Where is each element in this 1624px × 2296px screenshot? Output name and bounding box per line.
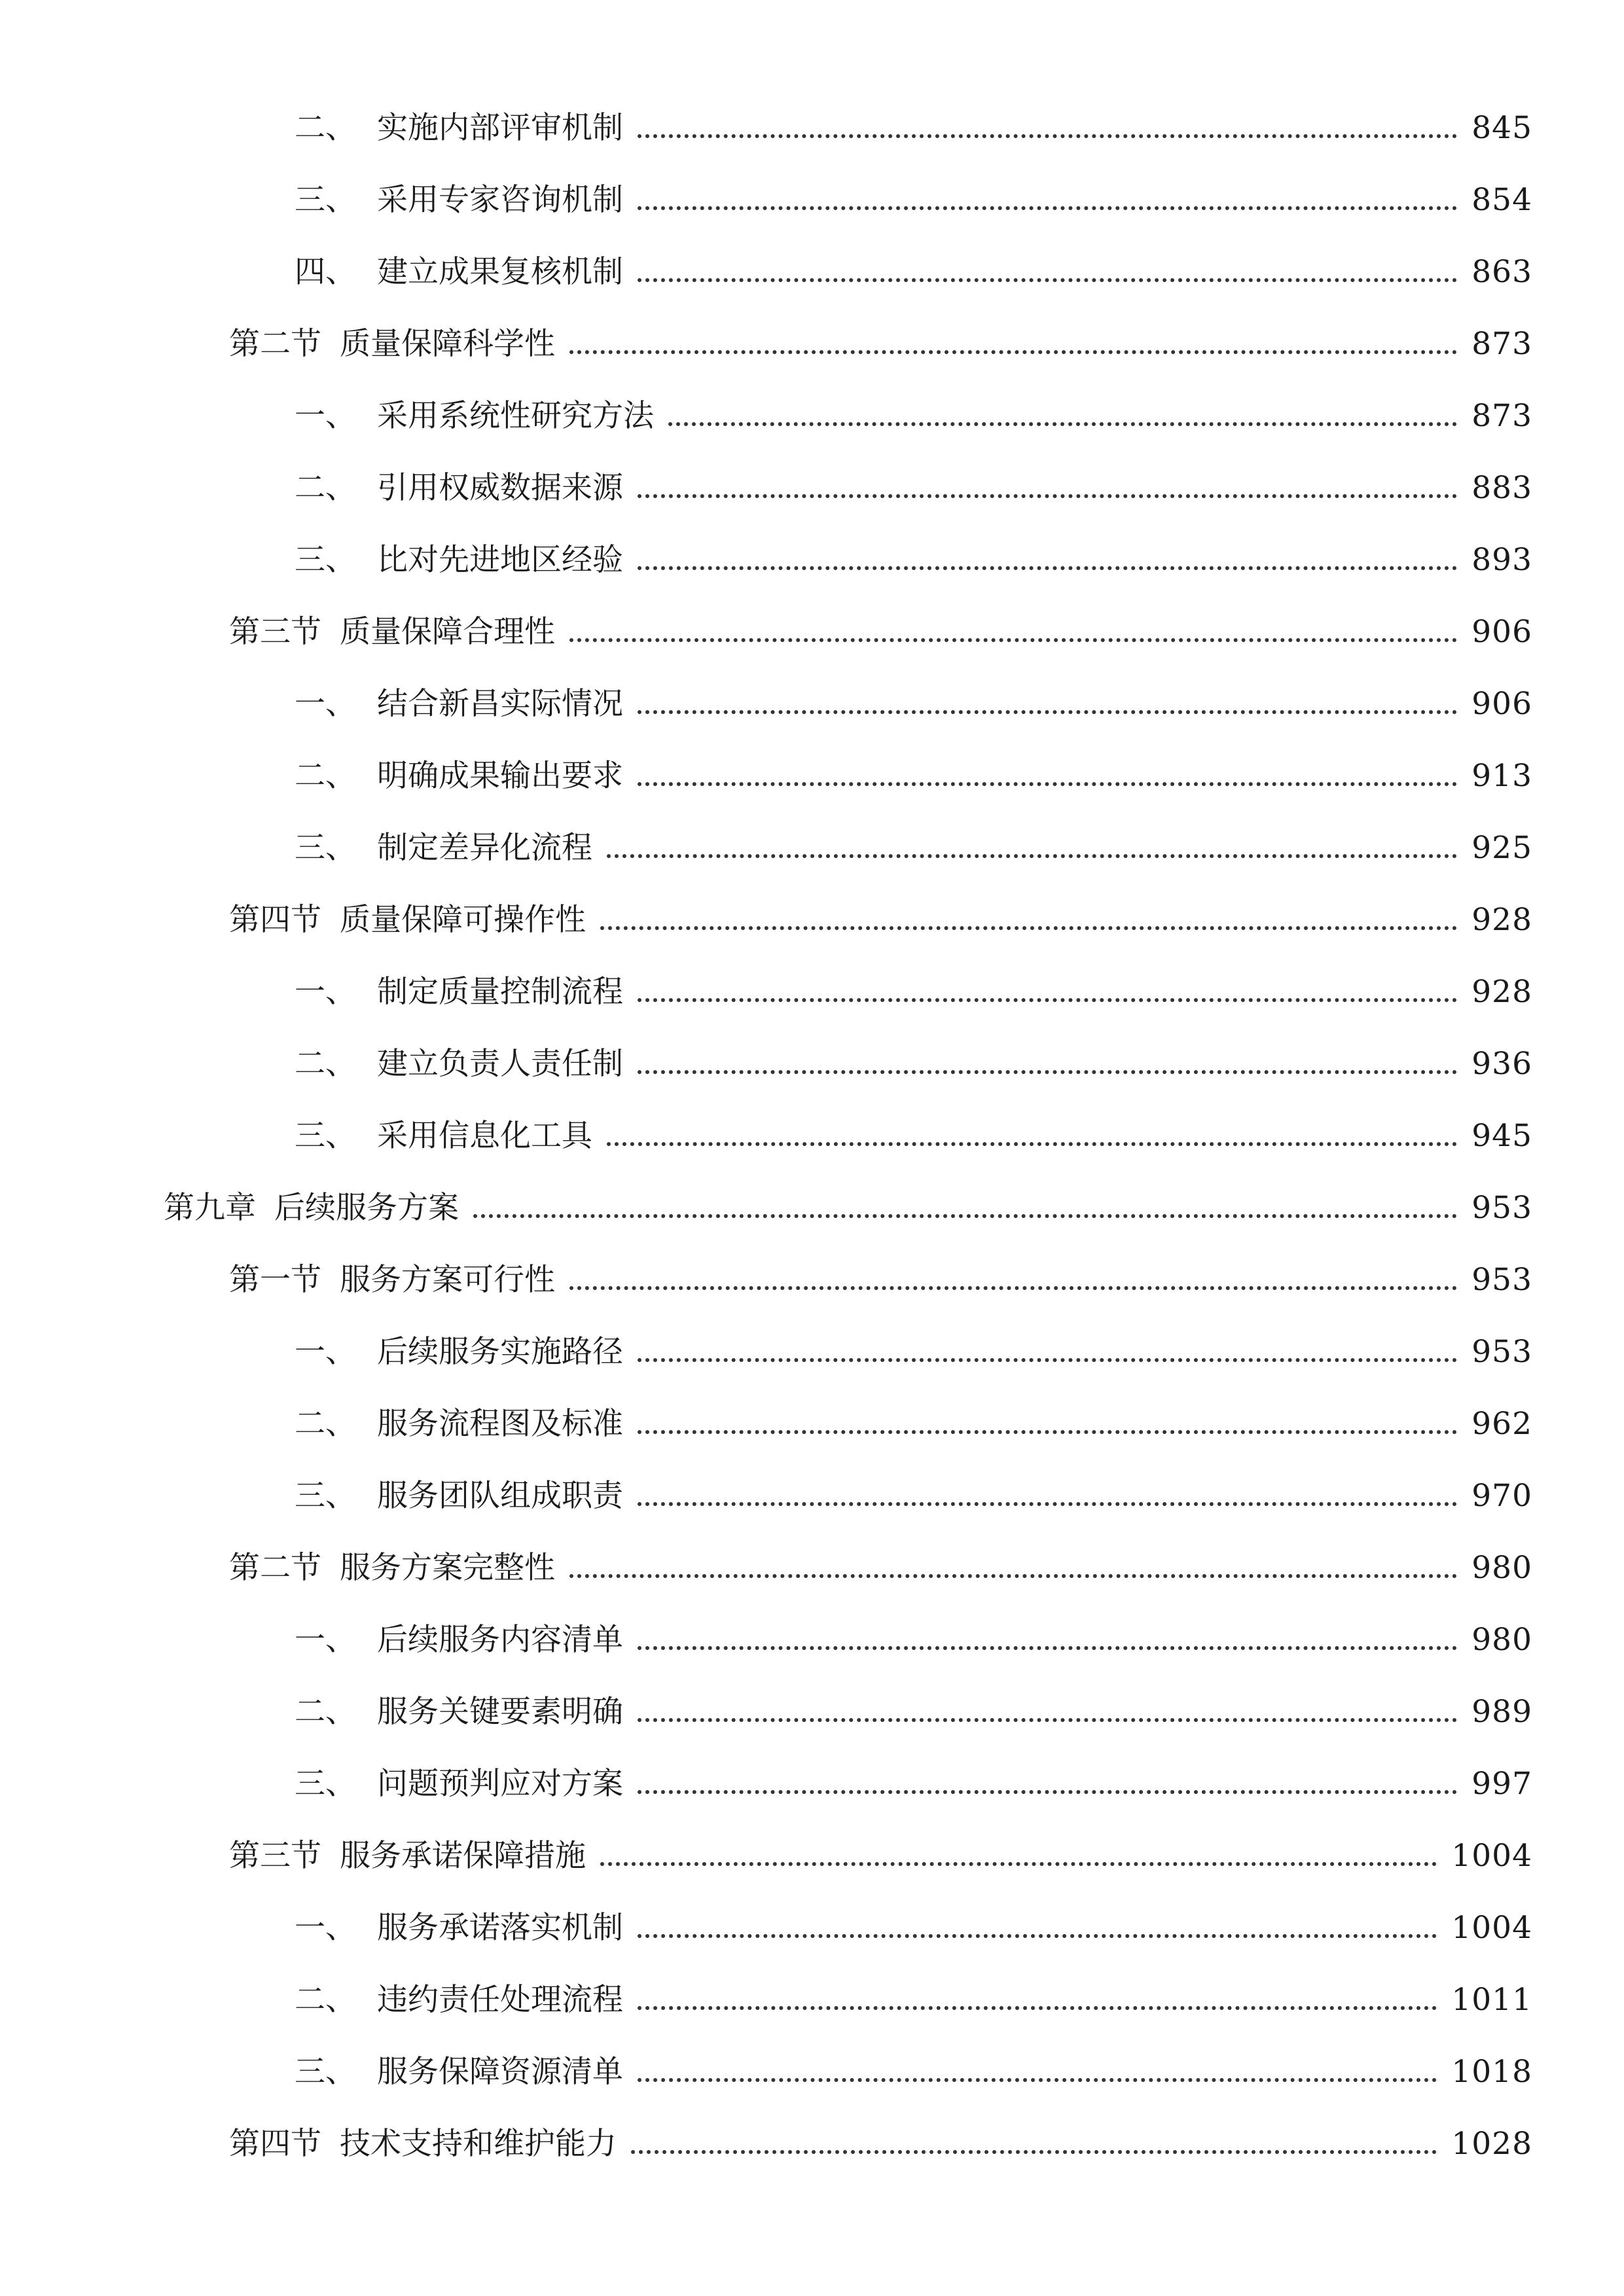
toc-subsection-entry[interactable] xyxy=(0,956,1624,1028)
toc-dot-leader xyxy=(473,1213,1457,1218)
toc-page-number: 873 xyxy=(1471,325,1532,362)
toc-entry-title: 服务承诺保障措施 xyxy=(340,1837,586,1874)
toc-entry-title: 质量保障合理性 xyxy=(340,613,555,650)
toc-entry-number: 第二节 xyxy=(229,325,321,362)
toc-subsection-entry[interactable] xyxy=(0,1964,1624,2036)
toc-dot-leader xyxy=(638,1717,1457,1722)
toc-dot-leader xyxy=(638,206,1457,210)
toc-entry-title: 服务团队组成职责 xyxy=(377,1477,623,1514)
toc-entry-title: 质量保障可操作性 xyxy=(340,901,586,938)
toc-entry-number: 一、 xyxy=(295,1333,356,1370)
toc-dot-leader xyxy=(607,1141,1457,1146)
toc-page-number: 953 xyxy=(1471,1189,1532,1226)
toc-entry-title: 问题预判应对方案 xyxy=(377,1765,623,1802)
toc-dot-leader xyxy=(569,350,1457,354)
toc-entry-title: 服务流程图及标准 xyxy=(377,1405,623,1442)
toc-dot-leader xyxy=(638,1933,1437,1938)
toc-subsection-entry[interactable] xyxy=(0,1460,1624,1532)
toc-section-entry[interactable] xyxy=(0,1244,1624,1316)
toc-entry-number: 三、 xyxy=(295,541,356,578)
toc-subsection-entry[interactable] xyxy=(0,2036,1624,2108)
toc-page-number: 906 xyxy=(1471,613,1532,650)
toc-entry-number: 第四节 xyxy=(229,2125,321,2162)
toc-page-number: 953 xyxy=(1471,1333,1532,1370)
toc-dot-leader xyxy=(600,1861,1437,1866)
toc-subsection-entry[interactable] xyxy=(0,524,1624,596)
toc-entry-title: 制定质量控制流程 xyxy=(377,973,623,1010)
toc-dot-leader xyxy=(638,493,1457,498)
toc-dot-leader xyxy=(638,997,1457,1002)
toc-page-number: 936 xyxy=(1471,1045,1532,1082)
toc-page-number: 980 xyxy=(1471,1549,1532,1586)
toc-dot-leader xyxy=(638,1069,1457,1074)
toc-entry-number: 二、 xyxy=(295,469,356,506)
toc-entry-number: 第四节 xyxy=(229,901,321,938)
toc-dot-leader xyxy=(600,925,1457,930)
toc-entry-number: 第三节 xyxy=(229,1837,321,1874)
toc-dot-leader xyxy=(569,1573,1457,1578)
toc-dot-leader xyxy=(638,709,1457,714)
toc-entry-title: 制定差异化流程 xyxy=(377,829,592,866)
toc-subsection-entry[interactable] xyxy=(0,740,1624,812)
toc-entry-number: 二、 xyxy=(295,1045,356,1082)
toc-section-entry[interactable] xyxy=(0,1820,1624,1892)
toc-subsection-entry[interactable] xyxy=(0,452,1624,524)
toc-page-number: 928 xyxy=(1471,901,1532,938)
toc-entry-title: 服务承诺落实机制 xyxy=(377,1909,623,1946)
toc-entry-title: 服务方案可行性 xyxy=(340,1261,555,1298)
toc-page-number: 962 xyxy=(1471,1405,1532,1442)
toc-entry-title: 明确成果输出要求 xyxy=(377,757,623,794)
toc-dot-leader xyxy=(569,1285,1457,1290)
toc-page-number: 1011 xyxy=(1451,1981,1532,2018)
toc-subsection-entry[interactable] xyxy=(0,668,1624,740)
toc-entry-number: 二、 xyxy=(295,757,356,794)
toc-subsection-entry[interactable] xyxy=(0,164,1624,236)
toc-entry-number: 三、 xyxy=(295,2053,356,2090)
toc-dot-leader xyxy=(569,637,1457,642)
toc-section-entry[interactable] xyxy=(0,308,1624,380)
toc-page-number: 883 xyxy=(1471,469,1532,506)
toc-section-entry[interactable] xyxy=(0,1532,1624,1604)
toc-page-number: 928 xyxy=(1471,973,1532,1010)
toc-dot-leader xyxy=(638,2005,1437,2010)
toc-entry-title: 建立负责人责任制 xyxy=(377,1045,623,1082)
table-of-contents xyxy=(0,92,1624,2179)
toc-entry-title: 建立成果复核机制 xyxy=(377,253,623,290)
toc-subsection-entry[interactable] xyxy=(0,236,1624,308)
toc-subsection-entry[interactable] xyxy=(0,1316,1624,1388)
toc-dot-leader xyxy=(668,422,1457,426)
toc-dot-leader xyxy=(638,1357,1457,1362)
toc-page-number: 1004 xyxy=(1451,1837,1532,1874)
toc-subsection-entry[interactable] xyxy=(0,1604,1624,1676)
toc-subsection-entry[interactable] xyxy=(0,1100,1624,1172)
toc-page-number: 970 xyxy=(1471,1477,1532,1514)
toc-dot-leader xyxy=(638,2077,1437,2082)
toc-entry-title: 服务关键要素明确 xyxy=(377,1693,623,1730)
toc-entry-number: 二、 xyxy=(295,109,356,146)
toc-page-number: 997 xyxy=(1471,1765,1532,1802)
toc-entry-title: 后续服务实施路径 xyxy=(377,1333,623,1370)
toc-subsection-entry[interactable] xyxy=(0,92,1624,164)
toc-entry-title: 比对先进地区经验 xyxy=(377,541,623,578)
toc-section-entry[interactable] xyxy=(0,596,1624,668)
toc-subsection-entry[interactable] xyxy=(0,1748,1624,1820)
toc-subsection-entry[interactable] xyxy=(0,1676,1624,1748)
toc-entry-number: 三、 xyxy=(295,1765,356,1802)
toc-dot-leader xyxy=(638,565,1457,570)
toc-dot-leader xyxy=(638,1645,1457,1650)
toc-entry-number: 一、 xyxy=(295,1909,356,1946)
toc-dot-leader xyxy=(638,1789,1457,1794)
toc-subsection-entry[interactable] xyxy=(0,1028,1624,1100)
toc-page-number: 863 xyxy=(1471,253,1532,290)
toc-dot-leader xyxy=(638,134,1457,138)
toc-entry-number: 第九章 xyxy=(164,1189,256,1226)
toc-page-number: 893 xyxy=(1471,541,1532,578)
toc-entry-title: 服务方案完整性 xyxy=(340,1549,555,1586)
toc-subsection-entry[interactable] xyxy=(0,812,1624,884)
toc-entry-title: 引用权威数据来源 xyxy=(377,469,623,506)
toc-dot-leader xyxy=(638,781,1457,786)
toc-section-entry[interactable] xyxy=(0,884,1624,956)
toc-entry-number: 三、 xyxy=(295,829,356,866)
toc-entry-number: 一、 xyxy=(295,397,356,434)
toc-section-entry[interactable] xyxy=(0,2108,1624,2179)
toc-page-number: 906 xyxy=(1471,685,1532,722)
toc-entry-title: 技术支持和维护能力 xyxy=(340,2125,617,2162)
toc-entry-title: 采用系统性研究方法 xyxy=(377,397,654,434)
toc-subsection-entry[interactable] xyxy=(0,380,1624,452)
toc-entry-number: 一、 xyxy=(295,973,356,1010)
toc-subsection-entry[interactable] xyxy=(0,1388,1624,1460)
toc-entry-number: 一、 xyxy=(295,685,356,722)
toc-dot-leader xyxy=(638,1501,1457,1506)
toc-subsection-entry[interactable] xyxy=(0,1892,1624,1964)
toc-entry-title: 后续服务方案 xyxy=(274,1189,459,1226)
toc-chapter-entry[interactable] xyxy=(0,1172,1624,1244)
toc-page-number: 845 xyxy=(1471,109,1532,146)
toc-entry-number: 二、 xyxy=(295,1981,356,2018)
toc-entry-number: 第二节 xyxy=(229,1549,321,1586)
toc-entry-number: 第三节 xyxy=(229,613,321,650)
toc-entry-number: 四、 xyxy=(295,253,356,290)
toc-page-number: 925 xyxy=(1471,829,1532,866)
toc-page-number: 945 xyxy=(1471,1117,1532,1154)
toc-entry-number: 三、 xyxy=(295,1117,356,1154)
toc-dot-leader xyxy=(638,1429,1457,1434)
toc-page-number: 913 xyxy=(1471,757,1532,794)
toc-entry-title: 后续服务内容清单 xyxy=(377,1621,623,1658)
toc-entry-number: 二、 xyxy=(295,1693,356,1730)
toc-entry-number: 三、 xyxy=(295,1477,356,1514)
toc-entry-title: 采用专家咨询机制 xyxy=(377,181,623,218)
toc-page-number: 953 xyxy=(1471,1261,1532,1298)
toc-page-number: 980 xyxy=(1471,1621,1532,1658)
toc-entry-title: 违约责任处理流程 xyxy=(377,1981,623,2018)
toc-entry-title: 采用信息化工具 xyxy=(377,1117,592,1154)
toc-entry-title: 实施内部评审机制 xyxy=(377,109,623,146)
toc-entry-title: 结合新昌实际情况 xyxy=(377,685,623,722)
toc-dot-leader xyxy=(631,2149,1437,2154)
toc-entry-number: 一、 xyxy=(295,1621,356,1658)
toc-dot-leader xyxy=(607,853,1457,858)
toc-page-number: 854 xyxy=(1471,181,1532,218)
toc-entry-number: 三、 xyxy=(295,181,356,218)
toc-page-number: 1004 xyxy=(1451,1909,1532,1946)
toc-page-number: 1028 xyxy=(1451,2125,1532,2162)
toc-page-number: 873 xyxy=(1471,397,1532,434)
toc-page-number: 1018 xyxy=(1451,2053,1532,2090)
toc-dot-leader xyxy=(638,278,1457,282)
toc-entry-title: 质量保障科学性 xyxy=(340,325,555,362)
toc-entry-number: 第一节 xyxy=(229,1261,321,1298)
toc-entry-title: 服务保障资源清单 xyxy=(377,2053,623,2090)
toc-entry-number: 二、 xyxy=(295,1405,356,1442)
toc-page-number: 989 xyxy=(1471,1693,1532,1730)
